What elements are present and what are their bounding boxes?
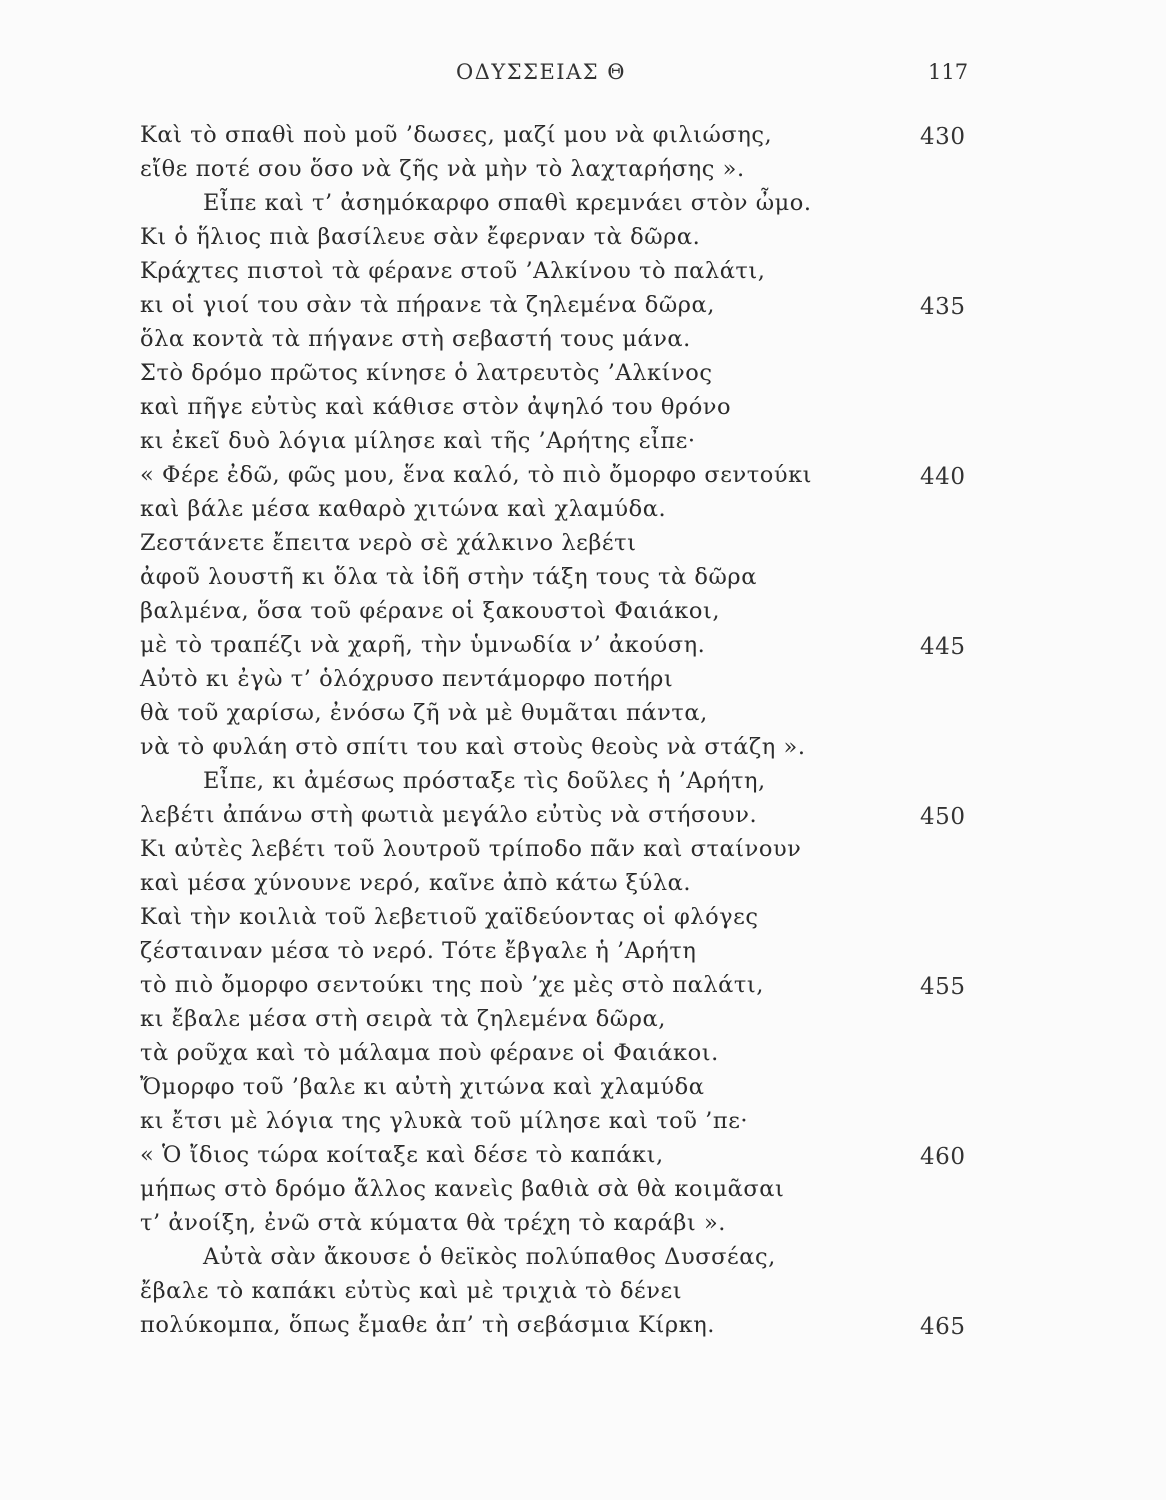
verse-text: Εἶπε, κι ἀμέσως πρόσταξε τὶς δοῦλες ἡ ’Αρήτη,: [203, 768, 766, 794]
line-number: 450: [920, 804, 966, 830]
verse-line: [0, 356, 1166, 390]
verse-line: [0, 390, 1166, 424]
verse-line: [0, 628, 1166, 662]
verse-line: [0, 1104, 1166, 1138]
verse-line: [0, 118, 1166, 152]
verse-line: [0, 322, 1166, 356]
verse-line: [0, 186, 1166, 220]
verse-line: [0, 526, 1166, 560]
verse-text: εἴθε ποτέ σου ὅσο νὰ ζῆς νὰ μὴν τὸ λαχταρήσης ».: [140, 156, 745, 182]
verse-text: κι ἔβαλε μέσα στὴ σειρὰ τὰ ζηλεμένα δῶρα,: [140, 1006, 666, 1032]
verse-text: μὲ τὸ τραπέζι νὰ χαρῆ, τὴν ὑμνωδία ν’ ἀκούση.: [140, 632, 706, 658]
verse-text: πολύκομπα, ὅπως ἔμαθε ἀπ’ τὴ σεβάσμια Κίρκη.: [140, 1312, 715, 1338]
verse-text: Ὄμορφο τοῦ ’βαλε κι αὐτὴ χιτώνα καὶ χλαμύδα: [140, 1074, 705, 1100]
line-number: 455: [920, 974, 966, 1000]
page-number: 117: [928, 60, 969, 84]
verse-line: [0, 152, 1166, 186]
line-number: 435: [920, 294, 966, 320]
verse-line: [0, 1274, 1166, 1308]
verse-text: κι ἐκεῖ δυὸ λόγια μίλησε καὶ τῆς ’Αρήτης εἶπε·: [140, 428, 696, 454]
line-number: 440: [920, 464, 966, 490]
verse-text: μήπως στὸ δρόμο ἄλλος κανεὶς βαθιὰ σὰ θὰ κοιμᾶσαι: [140, 1176, 785, 1202]
verse-text: κι οἱ γιοί του σὰν τὰ πήρανε τὰ ζηλεμένα δῶρα,: [140, 292, 715, 318]
verse-line: [0, 764, 1166, 798]
verse-line: [0, 1138, 1166, 1172]
verse-line: [0, 220, 1166, 254]
verse-line: [0, 1308, 1166, 1342]
verse-line: [0, 1206, 1166, 1240]
verse-text: Στὸ δρόμο πρῶτος κίνησε ὁ λατρευτὸς ’Αλκίνος: [140, 360, 713, 386]
line-number: 465: [920, 1314, 966, 1340]
running-head: [0, 60, 1166, 90]
line-number: 445: [920, 634, 966, 660]
verse-text: καὶ πῆγε εὐτὺς καὶ κάθισε στὸν ἀψηλό του θρόνο: [140, 394, 732, 420]
verse-line: [0, 968, 1166, 1002]
verse-text: Κράχτες πιστοὶ τὰ φέρανε στοῦ ’Αλκίνου τὸ παλάτι,: [140, 258, 766, 284]
verse-line: [0, 866, 1166, 900]
verse-block: [0, 118, 1166, 1342]
verse-text: ἀφοῦ λουστῆ κι ὅλα τὰ ἰδῆ στὴν τάξη τους τὰ δῶρα: [140, 564, 757, 590]
verse-line: [0, 1002, 1166, 1036]
verse-text: Κι αὐτὲς λεβέτι τοῦ λουτροῦ τρίποδο πᾶν καὶ σταίνουν: [140, 836, 802, 862]
verse-text: « Φέρε ἐδῶ, φῶς μου, ἕνα καλό, τὸ πιὸ ὄμορφο σεντούκι: [140, 462, 813, 488]
verse-text: θὰ τοῦ χαρίσω, ἐνόσω ζῆ νὰ μὲ θυμᾶται πάντα,: [140, 700, 708, 726]
verse-text: Εἶπε καὶ τ’ ἀσημόκαρφο σπαθὶ κρεμνάει στὸν ὦμο.: [203, 190, 812, 216]
verse-text: Καὶ τὸ σπαθὶ ποὺ μοῦ ’δωσες, μαζί μου νὰ φιλιώσης,: [140, 122, 773, 148]
verse-line: [0, 798, 1166, 832]
verse-line: [0, 1172, 1166, 1206]
verse-text: Αὐτὸ κι ἐγὼ τ’ ὁλόχρυσο πεντάμορφο ποτήρι: [140, 666, 674, 692]
verse-text: Ζεστάνετε ἔπειτα νερὸ σὲ χάλκινο λεβέτι: [140, 530, 637, 556]
line-number: 460: [920, 1144, 966, 1170]
verse-line: [0, 662, 1166, 696]
verse-line: [0, 730, 1166, 764]
verse-text: καὶ βάλε μέσα καθαρὸ χιτώνα καὶ χλαμύδα.: [140, 496, 667, 522]
verse-text: « Ὁ ἴδιος τώρα κοίταξε καὶ δέσε τὸ καπάκι,: [140, 1142, 664, 1168]
verse-text: Αὐτὰ σὰν ἄκουσε ὁ θεϊκὸς πολύπαθος Δυσσέας,: [203, 1244, 776, 1270]
verse-line: [0, 1240, 1166, 1274]
verse-line: [0, 288, 1166, 322]
verse-text: κι ἔτσι μὲ λόγια της γλυκὰ τοῦ μίλησε καὶ τοῦ ’πε·: [140, 1108, 749, 1134]
verse-line: [0, 424, 1166, 458]
verse-line: [0, 1036, 1166, 1070]
verse-line: [0, 594, 1166, 628]
verse-text: Καὶ τὴν κοιλιὰ τοῦ λεβετιοῦ χαϊδεύοντας οἱ φλόγες: [140, 904, 759, 930]
verse-text: ἔβαλε τὸ καπάκι εὐτὺς καὶ μὲ τριχιὰ τὸ δένει: [140, 1278, 683, 1304]
line-number: 430: [920, 124, 966, 150]
verse-line: [0, 254, 1166, 288]
verse-text: τὸ πιὸ ὄμορφο σεντούκι της ποὺ ’χε μὲς στὸ παλάτι,: [140, 972, 765, 998]
verse-text: Κι ὁ ἥλιος πιὰ βασίλευε σὰν ἔφερναν τὰ δῶρα.: [140, 224, 701, 250]
verse-text: ὅλα κοντὰ τὰ πήγανε στὴ σεβαστή τους μάνα.: [140, 326, 691, 352]
verse-line: [0, 832, 1166, 866]
verse-text: λεβέτι ἀπάνω στὴ φωτιὰ μεγάλο εὐτὺς νὰ στήσουν.: [140, 802, 758, 828]
verse-text: τὰ ροῦχα καὶ τὸ μάλαμα ποὺ φέρανε οἱ Φαιάκοι.: [140, 1040, 719, 1066]
verse-text: ζέσταιναν μέσα τὸ νερό. Τότε ἔβγαλε ἡ ’Αρήτη: [140, 938, 697, 964]
verse-text: τ’ ἀνοίξη, ἐνῶ στὰ κύματα θὰ τρέχη τὸ καράβι ».: [140, 1210, 726, 1236]
verse-line: [0, 458, 1166, 492]
verse-text: νὰ τὸ φυλάη στὸ σπίτι του καὶ στοὺς θεοὺς νὰ στάζη ».: [140, 734, 806, 760]
verse-line: [0, 934, 1166, 968]
verse-line: [0, 560, 1166, 594]
running-title: ΟΔΥΣΣΕΙΑΣ Θ: [456, 60, 626, 84]
verse-line: [0, 696, 1166, 730]
verse-line: [0, 900, 1166, 934]
verse-text: βαλμένα, ὅσα τοῦ φέρανε οἱ ξακουστοὶ Φαιάκοι,: [140, 598, 721, 624]
verse-line: [0, 1070, 1166, 1104]
verse-text: καὶ μέσα χύνουνε νερό, καῖνε ἀπὸ κάτω ξύλα.: [140, 870, 692, 896]
verse-line: [0, 492, 1166, 526]
